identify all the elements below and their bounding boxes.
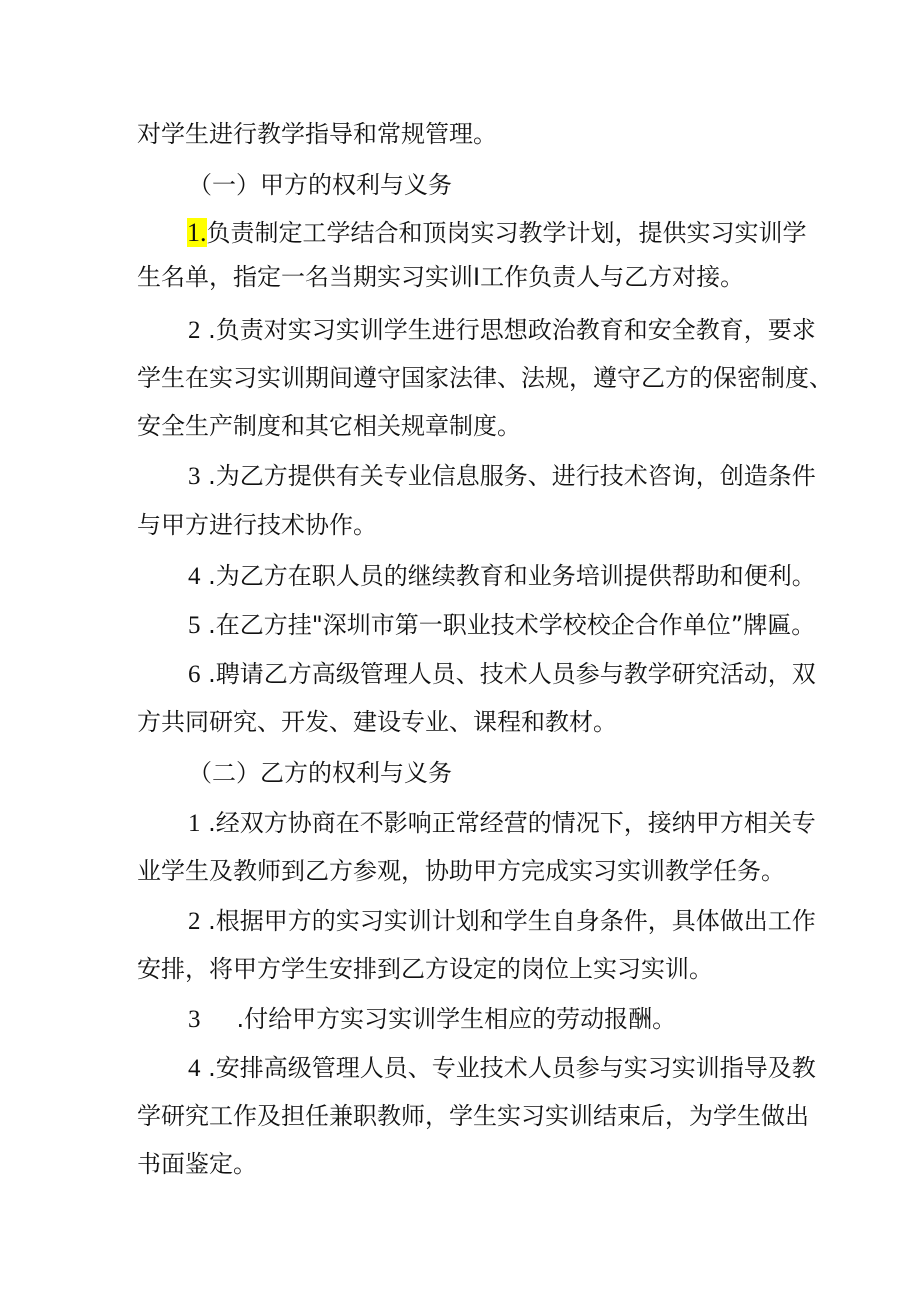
section-b-item-2-line-2: 安排，将甲方学生安排到乙方设定的岗位上实习实训。 xyxy=(137,955,713,983)
item-text: .为乙方提供有关专业信息服务、进行技术咨询，创造条件 xyxy=(208,462,816,490)
item-text: 负责制定工学结合和顶岗实习教学计划，提供实习实训学 xyxy=(206,219,807,247)
item-text: .为乙方在职人员的继续教育和业务培训提供帮助和便利。 xyxy=(208,562,816,590)
item-text: .聘请乙方高级管理人员、技术人员参与教学研究活动，双 xyxy=(208,660,816,688)
section-a-item-2-line-2: 学生在实习实训期间遵守国家法律、法规，遵守乙方的保密制度、 xyxy=(137,364,833,392)
section-a-item-1-line-2: 生名单，指定一名当期实习实训I工作负责人与乙方对接。 xyxy=(137,263,745,291)
item-text: .安排高级管理人员、专业技术人员参与实习实训指导及教 xyxy=(208,1054,816,1082)
section-a-item-6-line-1 xyxy=(188,659,816,690)
section-a-item-2-line-3: 安全生产制度和其它相关规章制度。 xyxy=(137,412,521,440)
section-b-item-3-line-1 xyxy=(188,1004,676,1035)
section-a-item-6-line-2: 方共同研究、开发、建设专业、课程和教材。 xyxy=(137,708,617,736)
highlighted-item-number: 1. xyxy=(187,218,207,247)
item-number: 6 xyxy=(188,661,201,688)
item-number: 3 xyxy=(188,1006,201,1033)
section-a-item-4-line-1 xyxy=(188,561,816,592)
section-a-item-1-line-1 xyxy=(187,218,807,248)
item-text: .经双方协商在不影响正常经营的情况下，接纳甲方相关专 xyxy=(208,809,816,837)
item-number: 4 xyxy=(188,1055,201,1082)
section-b-item-4-line-2: 学研究工作及担任兼职教师，学生实习实训结束后，为学生做出 xyxy=(137,1102,809,1130)
section-a-item-3-line-2: 与甲方进行技术协作。 xyxy=(137,511,377,539)
item-number: 1 xyxy=(188,810,201,837)
item-number: 2 xyxy=(188,908,201,935)
intro-line: 对学生进行教学指导和常规管理。 xyxy=(137,120,497,148)
section-a-item-3-line-1 xyxy=(188,461,816,492)
item-text: .负责对实习实训学生进行思想政治教育和安全教育，要求 xyxy=(208,316,816,344)
item-number: 2 xyxy=(188,317,201,344)
section-a-item-2-line-1 xyxy=(188,315,816,346)
item-number: 4 xyxy=(188,563,201,590)
section-b-item-4-line-1 xyxy=(188,1053,816,1084)
item-text: .在乙方挂"深圳市第一职业技术学校校企合作单位”牌匾。 xyxy=(208,611,816,639)
section-b-heading: （二）乙方的权利与义务 xyxy=(188,759,452,787)
section-a-heading: （一）甲方的权利与义务 xyxy=(188,171,452,199)
section-b-item-2-line-1 xyxy=(188,906,816,937)
item-text: .根据甲方的实习实训计划和学生自身条件，具体做出工作 xyxy=(208,907,816,935)
item-number: 5 xyxy=(188,612,201,639)
item-text: .付给甲方实习实训学生相应的劳动报酬。 xyxy=(236,1005,677,1033)
item-number: 3 xyxy=(188,463,201,490)
section-a-item-5-line-1 xyxy=(188,610,815,641)
section-b-item-1-line-2: 业学生及教师到乙方参观，协助甲方完成实习实训教学任务。 xyxy=(137,857,785,885)
section-b-item-1-line-1 xyxy=(188,808,816,839)
section-b-item-4-line-3: 书面鉴定。 xyxy=(137,1150,257,1178)
